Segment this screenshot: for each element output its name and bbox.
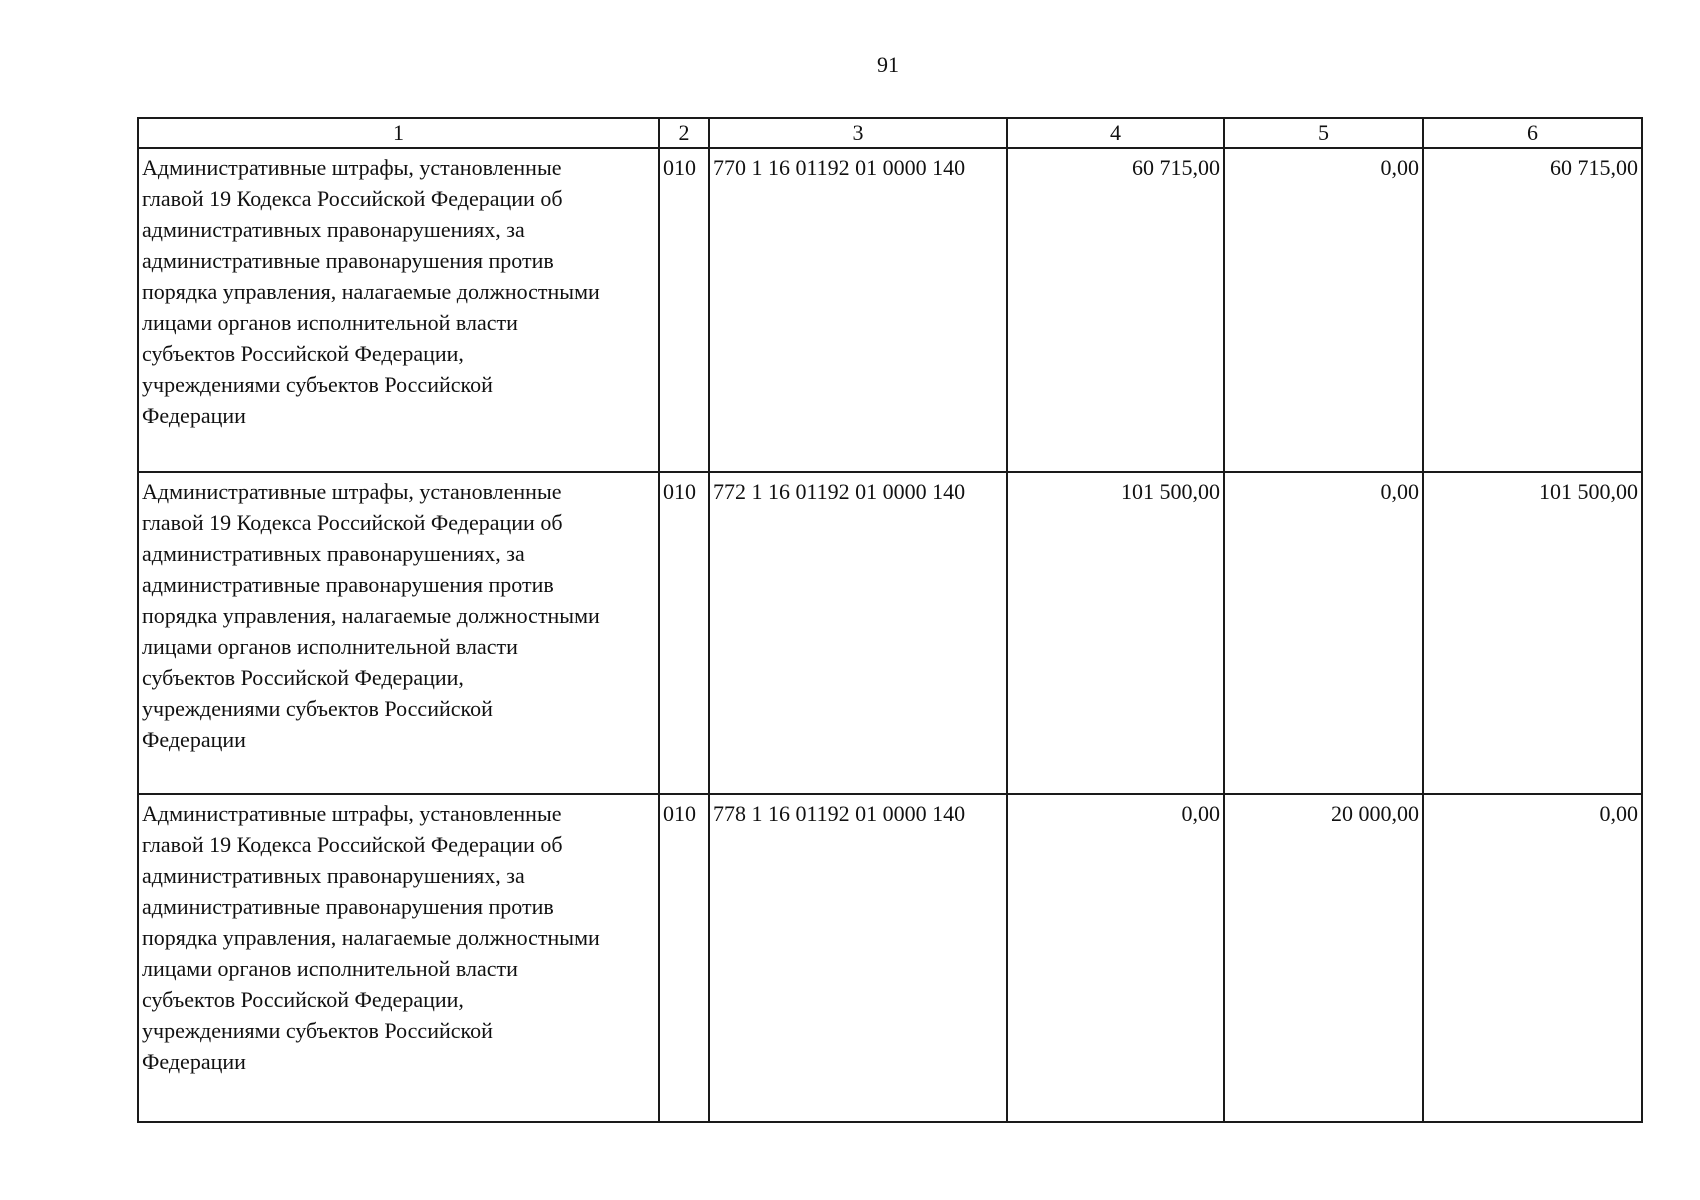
- column-header-5: 5: [1224, 118, 1423, 148]
- name-line: главой 19 Кодекса Российской Федерации об: [142, 186, 563, 211]
- name-line: административные правонарушения против: [142, 572, 554, 597]
- name-line: порядка управления, налагаемые должностными: [142, 925, 600, 950]
- row-name-cell: [138, 148, 659, 472]
- name-line: административные правонарушения против: [142, 894, 554, 919]
- line-code-cell: 010: [659, 148, 709, 472]
- name-line: Федерации: [142, 1049, 246, 1074]
- name-line: субъектов Российской Федерации,: [142, 665, 464, 690]
- name-line: лицами органов исполнительной власти: [142, 956, 518, 981]
- table-body: [138, 148, 1642, 1122]
- column-5-value: 0,00: [1224, 148, 1423, 472]
- column-4-value: 0,00: [1007, 794, 1224, 1122]
- name-line: учреждениями субъектов Российской: [142, 696, 493, 721]
- name-line: Административные штрафы, установленные: [142, 155, 562, 180]
- column-6-value: 101 500,00: [1423, 472, 1642, 794]
- report-table: [137, 117, 1643, 1123]
- column-5-value: 20 000,00: [1224, 794, 1423, 1122]
- name-line: учреждениями субъектов Российской: [142, 1018, 493, 1043]
- name-line: порядка управления, налагаемые должностными: [142, 603, 600, 628]
- header-row: [138, 118, 1642, 148]
- table-row: [138, 148, 1642, 472]
- table-header: [138, 118, 1642, 148]
- name-line: административных правонарушениях, за: [142, 541, 525, 566]
- name-line: административные правонарушения против: [142, 248, 554, 273]
- name-line: лицами органов исполнительной власти: [142, 634, 518, 659]
- income-code-cell: 778 1 16 01192 01 0000 140: [709, 794, 1007, 1122]
- name-line: учреждениями субъектов Российской: [142, 372, 493, 397]
- name-line: субъектов Российской Федерации,: [142, 341, 464, 366]
- line-code-cell: 010: [659, 794, 709, 1122]
- column-5-value: 0,00: [1224, 472, 1423, 794]
- name-line: главой 19 Кодекса Российской Федерации об: [142, 510, 563, 535]
- name-line: Федерации: [142, 727, 246, 752]
- page-number: 91: [877, 52, 899, 77]
- name-line: лицами органов исполнительной власти: [142, 310, 518, 335]
- column-header-4: 4: [1007, 118, 1224, 148]
- income-code-cell: 772 1 16 01192 01 0000 140: [709, 472, 1007, 794]
- name-line: административных правонарушениях, за: [142, 217, 525, 242]
- name-line: главой 19 Кодекса Российской Федерации об: [142, 832, 563, 857]
- name-line: административных правонарушениях, за: [142, 863, 525, 888]
- column-4-value: 101 500,00: [1007, 472, 1224, 794]
- column-4-value: 60 715,00: [1007, 148, 1224, 472]
- column-header-6: 6: [1423, 118, 1642, 148]
- row-name-cell: [138, 472, 659, 794]
- table-row: [138, 794, 1642, 1122]
- table-row: [138, 472, 1642, 794]
- name-line: Административные штрафы, установленные: [142, 479, 562, 504]
- income-code-cell: 770 1 16 01192 01 0000 140: [709, 148, 1007, 472]
- column-6-value: 0,00: [1423, 794, 1642, 1122]
- line-code-cell: 010: [659, 472, 709, 794]
- column-header-2: 2: [659, 118, 709, 148]
- column-header-1: 1: [138, 118, 659, 148]
- name-line: субъектов Российской Федерации,: [142, 987, 464, 1012]
- name-line: Федерации: [142, 403, 246, 428]
- column-header-3: 3: [709, 118, 1007, 148]
- name-line: порядка управления, налагаемые должностными: [142, 279, 600, 304]
- row-name-cell: [138, 794, 659, 1122]
- column-6-value: 60 715,00: [1423, 148, 1642, 472]
- name-line: Административные штрафы, установленные: [142, 801, 562, 826]
